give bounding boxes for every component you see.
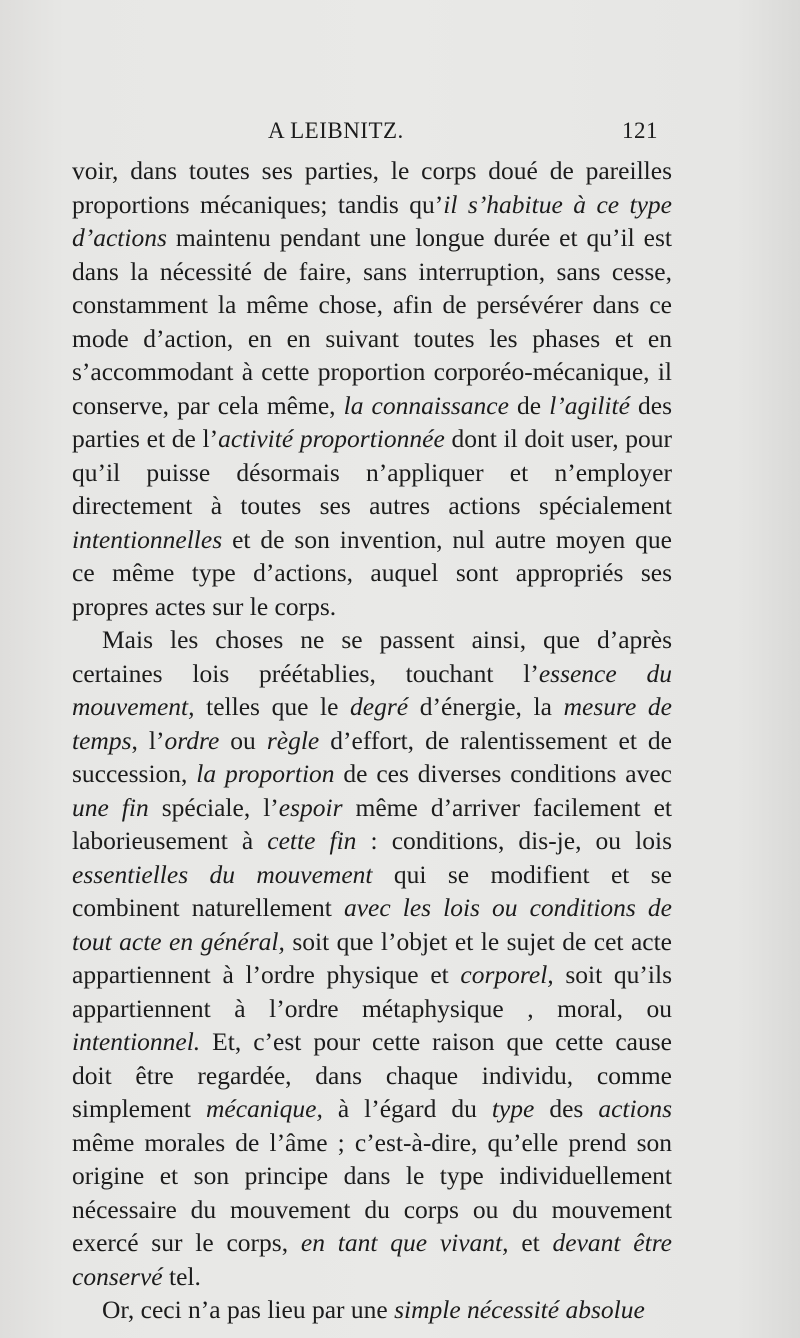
text-run: soit que l’objet et le sujet de cet acte appartiennent à l’ordre physique et xyxy=(72,926,672,989)
text-run: soit qu’ils appartiennent à l’ordre métaphysique , moral, ou xyxy=(72,960,672,1023)
text-run: voir, dans toutes ses parties, le corps doué de pareilles proportions mécaniques; tandis qu’ xyxy=(72,156,672,219)
italic-text: essence du mouvement, xyxy=(72,658,672,721)
italic-text: ordre xyxy=(164,725,220,755)
italic-text: mécanique, xyxy=(205,1094,323,1123)
italic-text: essentielles du mouvement xyxy=(72,859,373,889)
italic-text: intentionnelles xyxy=(72,524,223,554)
text-run: Or, ceci n’a pas lieu par une xyxy=(102,1295,395,1324)
text-run: telles que le xyxy=(194,692,351,721)
text-run: de xyxy=(508,390,550,420)
page-header xyxy=(0,114,800,148)
text-run: , l’ xyxy=(131,725,165,755)
body-text xyxy=(72,154,672,1327)
italic-text: cette fin xyxy=(267,826,357,855)
paragraph xyxy=(72,154,672,623)
text-run: dont il doit user, pour qu’il puisse désormais n’appliquer et n’employer directement à toutes ses autres actions spécialement xyxy=(72,424,672,520)
italic-text: type xyxy=(491,1094,535,1123)
paragraph xyxy=(72,1293,672,1327)
text-run: d’effort, de ralentissement et de succession, xyxy=(72,725,672,788)
text-run: et xyxy=(508,1228,553,1257)
text-run: à l’égard du xyxy=(322,1094,492,1123)
text-run: maintenu pendant une longue durée et qu’il est dans la nécessité de faire, sans interruption, sans cesse, constamment la même chose, afin de persévérer dans ce mode d’action, en en suivant toutes les phases et en s’accommodant à cette proportion corporéo-mécanique, il conserve, par cela même, xyxy=(72,223,672,420)
text-run: même d’arriver facilement et laborieusement à xyxy=(72,792,672,855)
running-title: A LEIBNITZ. xyxy=(268,118,404,143)
text-run: et de son invention, nul autre moyen que ce même type d’actions, auquel sont appropriés ses propres actes sur le corps. xyxy=(72,524,672,621)
italic-text: corporel, xyxy=(460,960,554,989)
italic-text: degré xyxy=(350,692,409,721)
text-run: des parties et de l’ xyxy=(72,390,672,453)
text-run: : conditions, dis-je, ou lois xyxy=(356,826,672,855)
text-run: même morales de l’âme ; c’est-à-dire, qu’elle prend son origine et son principe dans le type individuellement nécessaire du mouvement du corps ou du mouvement exercé sur le corps, xyxy=(72,1127,672,1257)
text-run: de ces diverses conditions avec xyxy=(334,759,672,788)
text-run: Et, c’est pour cette raison que cette cause doit être regardée, dans chaque individu, comme simplement xyxy=(72,1027,672,1123)
italic-text: intentionnel. xyxy=(72,1027,201,1056)
text-run: des xyxy=(534,1094,599,1123)
italic-text: règle xyxy=(266,725,320,755)
page-number: 121 xyxy=(622,118,658,143)
italic-text: une fin xyxy=(72,792,149,822)
text-run: spéciale, l’ xyxy=(148,792,279,822)
italic-text: espoir xyxy=(278,792,343,822)
italic-text: avec les lois ou conditions de tout acte en général, xyxy=(72,893,672,956)
italic-text: l’agilité xyxy=(549,390,630,420)
paragraph xyxy=(72,623,672,1293)
italic-text: la connaissance xyxy=(343,390,509,420)
italic-text: la proportion xyxy=(196,759,335,788)
italic-text: actions xyxy=(598,1094,672,1123)
italic-text: mesure de temps xyxy=(72,692,672,755)
text-run: ou xyxy=(219,725,267,755)
italic-text: simple nécessité absolue xyxy=(394,1295,645,1324)
italic-text: en tant que vivant, xyxy=(300,1228,509,1257)
italic-text: activité proportionnée xyxy=(218,424,445,453)
text-run: Mais les choses ne se passent ainsi, que d’après certaines lois préétablies, touchant l’ xyxy=(72,625,672,688)
italic-text: il s’habitue à ce type d’actions xyxy=(72,189,672,252)
text-run: qui se modifient et se combinent naturellement xyxy=(72,859,672,922)
text-run: d’énergie, la xyxy=(408,692,564,721)
italic-text: devant être conservé xyxy=(72,1228,672,1291)
text-run: tel. xyxy=(162,1261,201,1291)
